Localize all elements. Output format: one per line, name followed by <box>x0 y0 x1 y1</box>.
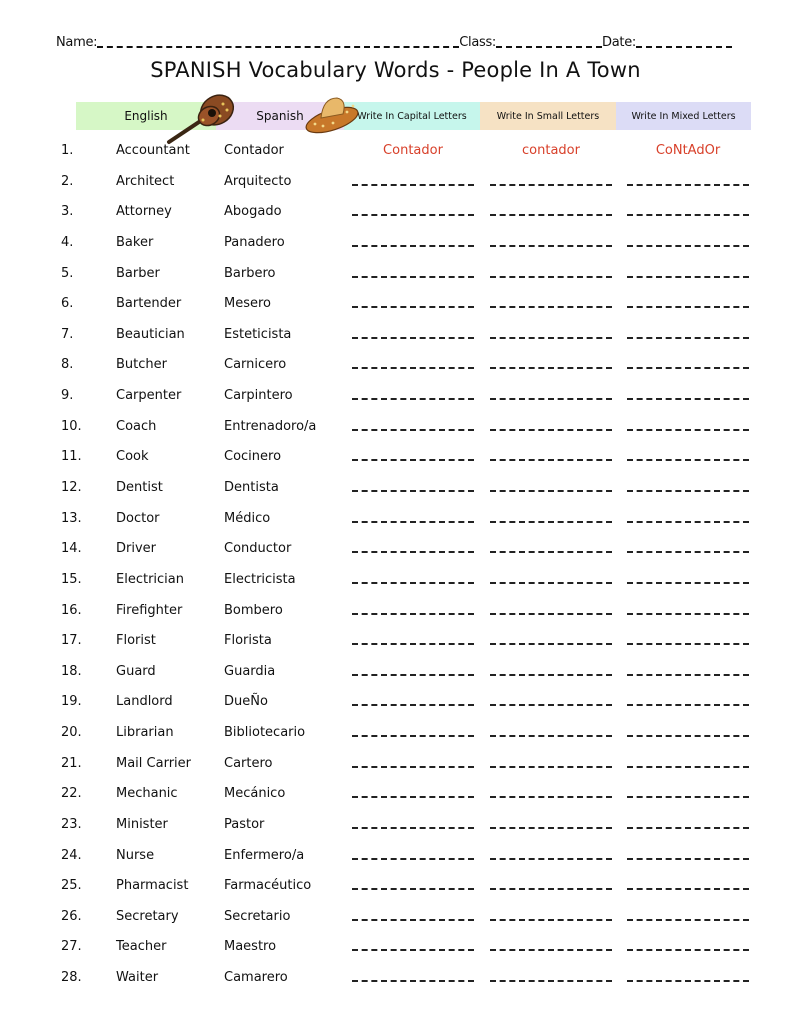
capital-answer-blank[interactable] <box>352 245 474 247</box>
name-field[interactable] <box>97 36 459 48</box>
class-field[interactable] <box>496 36 602 48</box>
spanish-word: Electricista <box>224 572 296 587</box>
capital-answer-blank[interactable] <box>352 674 474 676</box>
capital-answer-blank[interactable] <box>352 613 474 615</box>
vocab-row <box>0 690 791 714</box>
spanish-word: Bibliotecario <box>224 725 306 740</box>
vocab-row <box>0 476 791 500</box>
small-answer-blank[interactable] <box>490 245 612 247</box>
small-answer-blank[interactable] <box>490 858 612 860</box>
example-small: contador <box>522 143 580 158</box>
vocab-row <box>0 262 791 286</box>
small-answer-blank[interactable] <box>490 429 612 431</box>
page-title: SPANISH Vocabulary Words - People In A Town <box>150 58 641 82</box>
mixed-answer-blank[interactable] <box>627 459 749 461</box>
spanish-word: Carpintero <box>224 388 293 403</box>
vocab-row <box>0 905 791 929</box>
small-answer-blank[interactable] <box>490 521 612 523</box>
small-answer-blank[interactable] <box>490 306 612 308</box>
spanish-word: Cocinero <box>224 449 282 464</box>
english-word: Baker <box>116 235 154 250</box>
vocab-row <box>0 782 791 806</box>
spanish-word: Barbero <box>224 266 276 281</box>
class-label: Class: <box>459 35 497 50</box>
mixed-answer-blank[interactable] <box>627 276 749 278</box>
mixed-answer-blank[interactable] <box>627 643 749 645</box>
column-header-mixed: Write In Mixed Letters <box>616 102 751 130</box>
mixed-answer-blank[interactable] <box>627 674 749 676</box>
capital-answer-blank[interactable] <box>352 858 474 860</box>
english-word: Dentist <box>116 480 163 495</box>
english-word: Guard <box>116 664 156 679</box>
capital-answer-blank[interactable] <box>352 337 474 339</box>
sombrero-icon <box>303 92 361 134</box>
spanish-word: Enfermero/a <box>224 848 305 863</box>
vocab-row <box>0 292 791 316</box>
vocab-row <box>0 568 791 592</box>
english-word: Attorney <box>116 204 172 219</box>
small-answer-blank[interactable] <box>490 490 612 492</box>
example-mixed: CoNtAdOr <box>655 143 721 158</box>
small-answer-blank[interactable] <box>490 643 612 645</box>
english-word: Landlord <box>116 694 173 709</box>
small-answer-blank[interactable] <box>490 582 612 584</box>
small-answer-blank[interactable] <box>490 367 612 369</box>
english-word: Electrician <box>116 572 184 587</box>
spanish-word: Abogado <box>224 204 282 219</box>
row-number: 4. <box>61 235 74 250</box>
mixed-answer-blank[interactable] <box>627 398 749 400</box>
mixed-answer-blank[interactable] <box>627 429 749 431</box>
capital-answer-blank[interactable] <box>352 704 474 706</box>
row-number: 17. <box>61 633 82 648</box>
spanish-word: Mecánico <box>224 786 286 801</box>
vocab-row <box>0 170 791 194</box>
vocab-row <box>0 445 791 469</box>
mixed-answer-blank[interactable] <box>627 613 749 615</box>
english-word: Mechanic <box>116 786 178 801</box>
mixed-answer-blank[interactable] <box>627 980 749 982</box>
spanish-word: Mesero <box>224 296 271 311</box>
capital-answer-blank[interactable] <box>352 735 474 737</box>
english-word: Librarian <box>116 725 174 740</box>
small-answer-blank[interactable] <box>490 674 612 676</box>
column-header-capital: Write In Capital Letters <box>344 102 480 130</box>
spanish-word: Cartero <box>224 756 273 771</box>
row-number: 8. <box>61 357 74 372</box>
vocab-row <box>0 537 791 561</box>
english-word: Carpenter <box>116 388 182 403</box>
vocab-row <box>0 874 791 898</box>
vocab-row <box>0 813 791 837</box>
capital-answer-blank[interactable] <box>352 551 474 553</box>
english-word: Minister <box>116 817 168 832</box>
column-header-small: Write In Small Letters <box>480 102 616 130</box>
capital-answer-blank[interactable] <box>352 367 474 369</box>
row-number: 13. <box>61 511 82 526</box>
small-answer-blank[interactable] <box>490 766 612 768</box>
spanish-word: Conductor <box>224 541 292 556</box>
english-word: Pharmacist <box>116 878 189 893</box>
small-answer-blank[interactable] <box>490 276 612 278</box>
row-number: 10. <box>61 419 82 434</box>
small-answer-blank[interactable] <box>490 398 612 400</box>
column-header-spanish: Spanish <box>216 102 344 130</box>
vocab-row <box>0 935 791 959</box>
spanish-word: DueÑo <box>224 694 268 709</box>
english-word: Teacher <box>116 939 167 954</box>
mixed-answer-blank[interactable] <box>627 949 749 951</box>
capital-answer-blank[interactable] <box>352 214 474 216</box>
vocab-row <box>0 599 791 623</box>
small-answer-blank[interactable] <box>490 949 612 951</box>
vocab-row <box>0 629 791 653</box>
mixed-answer-blank[interactable] <box>627 367 749 369</box>
spanish-word: Esteticista <box>224 327 292 342</box>
row-number: 2. <box>61 174 74 189</box>
mixed-answer-blank[interactable] <box>627 582 749 584</box>
mixed-answer-blank[interactable] <box>627 858 749 860</box>
spanish-word: Médico <box>224 511 271 526</box>
small-answer-blank[interactable] <box>490 459 612 461</box>
spanish-word: Guardia <box>224 664 276 679</box>
spanish-word: Camarero <box>224 970 288 985</box>
capital-answer-blank[interactable] <box>352 643 474 645</box>
spanish-word: Florista <box>224 633 272 648</box>
row-number: 22. <box>61 786 82 801</box>
row-number: 26. <box>61 909 82 924</box>
spanish-word: Bombero <box>224 603 283 618</box>
row-number: 23. <box>61 817 82 832</box>
mixed-answer-blank[interactable] <box>627 796 749 798</box>
vocab-row <box>0 660 791 684</box>
small-answer-blank[interactable] <box>490 919 612 921</box>
mixed-answer-blank[interactable] <box>627 214 749 216</box>
capital-answer-blank[interactable] <box>352 980 474 982</box>
row-number: 5. <box>61 266 74 281</box>
small-answer-blank[interactable] <box>490 704 612 706</box>
small-answer-blank[interactable] <box>490 827 612 829</box>
english-word: Coach <box>116 419 157 434</box>
capital-answer-blank[interactable] <box>352 888 474 890</box>
row-number: 25. <box>61 878 82 893</box>
english-word: Beautician <box>116 327 185 342</box>
english-word: Firefighter <box>116 603 183 618</box>
example-capital: Contador <box>383 143 443 158</box>
capital-answer-blank[interactable] <box>352 459 474 461</box>
capital-answer-blank[interactable] <box>352 490 474 492</box>
mixed-answer-blank[interactable] <box>627 490 749 492</box>
english-word: Accountant <box>116 143 190 158</box>
row-number: 18. <box>61 664 82 679</box>
spanish-word: Arquitecto <box>224 174 292 189</box>
mixed-answer-blank[interactable] <box>627 735 749 737</box>
mixed-answer-blank[interactable] <box>627 888 749 890</box>
english-word: Florist <box>116 633 156 648</box>
row-number: 7. <box>61 327 74 342</box>
date-label: Date: <box>602 35 636 50</box>
vocab-row <box>0 507 791 531</box>
spanish-word: Maestro <box>224 939 277 954</box>
mixed-answer-blank[interactable] <box>627 521 749 523</box>
spanish-word: Panadero <box>224 235 285 250</box>
mixed-answer-blank[interactable] <box>627 306 749 308</box>
spanish-word: Secretario <box>224 909 291 924</box>
vocab-row <box>0 353 791 377</box>
vocab-row <box>0 139 791 163</box>
row-number: 9. <box>61 388 74 403</box>
vocab-row <box>0 966 791 990</box>
mixed-answer-blank[interactable] <box>627 551 749 553</box>
capital-answer-blank[interactable] <box>352 276 474 278</box>
vocab-row <box>0 844 791 868</box>
row-number: 21. <box>61 756 82 771</box>
row-number: 12. <box>61 480 82 495</box>
spanish-word: Farmacéutico <box>224 878 312 893</box>
vocab-row <box>0 384 791 408</box>
capital-answer-blank[interactable] <box>352 796 474 798</box>
row-number: 27. <box>61 939 82 954</box>
capital-answer-blank[interactable] <box>352 184 474 186</box>
small-answer-blank[interactable] <box>490 888 612 890</box>
english-word: Doctor <box>116 511 160 526</box>
capital-answer-blank[interactable] <box>352 398 474 400</box>
vocab-row <box>0 415 791 439</box>
english-word: Mail Carrier <box>116 756 191 771</box>
spanish-word: Carnicero <box>224 357 287 372</box>
capital-answer-blank[interactable] <box>352 429 474 431</box>
small-answer-blank[interactable] <box>490 796 612 798</box>
small-answer-blank[interactable] <box>490 980 612 982</box>
english-word: Cook <box>116 449 149 464</box>
name-label: Name: <box>56 35 98 50</box>
vocab-row <box>0 752 791 776</box>
column-header-english: English <box>76 102 216 130</box>
english-word: Nurse <box>116 848 155 863</box>
capital-answer-blank[interactable] <box>352 766 474 768</box>
spanish-word: Pastor <box>224 817 265 832</box>
row-number: 19. <box>61 694 82 709</box>
capital-answer-blank[interactable] <box>352 306 474 308</box>
row-number: 14. <box>61 541 82 556</box>
english-word: Driver <box>116 541 157 556</box>
row-number: 3. <box>61 204 74 219</box>
row-number: 1. <box>61 143 74 158</box>
vocab-row <box>0 721 791 745</box>
mixed-answer-blank[interactable] <box>627 184 749 186</box>
vocab-row <box>0 323 791 347</box>
small-answer-blank[interactable] <box>490 551 612 553</box>
spanish-word: Dentista <box>224 480 279 495</box>
spanish-word: Entrenadoro/a <box>224 419 317 434</box>
row-number: 6. <box>61 296 74 311</box>
student-info-line <box>56 32 748 50</box>
date-field[interactable] <box>636 36 732 48</box>
mixed-answer-blank[interactable] <box>627 704 749 706</box>
mixed-answer-blank[interactable] <box>627 827 749 829</box>
english-word: Barber <box>116 266 160 281</box>
small-answer-blank[interactable] <box>490 184 612 186</box>
capital-answer-blank[interactable] <box>352 919 474 921</box>
row-number: 28. <box>61 970 82 985</box>
capital-answer-blank[interactable] <box>352 949 474 951</box>
row-number: 15. <box>61 572 82 587</box>
small-answer-blank[interactable] <box>490 613 612 615</box>
small-answer-blank[interactable] <box>490 337 612 339</box>
mixed-answer-blank[interactable] <box>627 766 749 768</box>
capital-answer-blank[interactable] <box>352 827 474 829</box>
english-word: Secretary <box>116 909 179 924</box>
mixed-answer-blank[interactable] <box>627 919 749 921</box>
row-number: 11. <box>61 449 82 464</box>
english-word: Bartender <box>116 296 182 311</box>
capital-answer-blank[interactable] <box>352 582 474 584</box>
mixed-answer-blank[interactable] <box>627 337 749 339</box>
row-number: 16. <box>61 603 82 618</box>
mixed-answer-blank[interactable] <box>627 245 749 247</box>
row-number: 20. <box>61 725 82 740</box>
vocab-row <box>0 200 791 224</box>
small-answer-blank[interactable] <box>490 214 612 216</box>
spanish-word: Contador <box>224 143 284 158</box>
english-word: Butcher <box>116 357 167 372</box>
vocab-row <box>0 231 791 255</box>
row-number: 24. <box>61 848 82 863</box>
small-answer-blank[interactable] <box>490 735 612 737</box>
english-word: Waiter <box>116 970 159 985</box>
capital-answer-blank[interactable] <box>352 521 474 523</box>
english-word: Architect <box>116 174 175 189</box>
